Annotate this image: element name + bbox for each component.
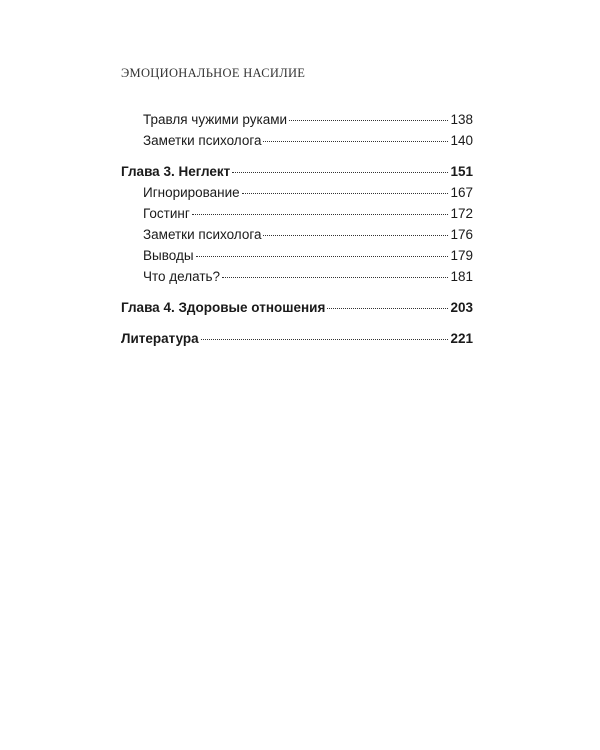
- toc-entry[interactable]: [121, 185, 473, 206]
- toc-entry-page: 179: [450, 248, 473, 263]
- toc-entry-page: 176: [450, 227, 473, 242]
- toc-entry[interactable]: [121, 227, 473, 248]
- toc-entry-title: Что делать?: [143, 269, 221, 284]
- toc-entry-page: 138: [450, 112, 473, 127]
- toc-entry-title: Заметки психолога: [143, 227, 262, 242]
- dot-leader: [263, 141, 448, 142]
- toc-entry-title: Травля чужими руками: [143, 112, 288, 127]
- toc-entry-title: Литература: [121, 331, 199, 346]
- dot-leader: [327, 308, 448, 309]
- toc-entry-title: Игнорирование: [143, 185, 240, 200]
- toc-entry-page: 221: [450, 331, 473, 346]
- toc-entry[interactable]: [121, 133, 473, 154]
- toc-entry-page: 167: [450, 185, 473, 200]
- toc-entry-page: 151: [450, 164, 473, 179]
- dot-leader: [201, 339, 449, 340]
- toc-entry-title: Заметки психолога: [143, 133, 262, 148]
- toc-entry-page: 181: [450, 269, 473, 284]
- toc-chapter-entry[interactable]: [121, 164, 473, 185]
- toc-entry[interactable]: [121, 269, 473, 290]
- dot-leader: [196, 256, 449, 257]
- toc-chapter-entry[interactable]: [121, 331, 473, 352]
- dot-leader: [242, 193, 449, 194]
- dot-leader: [222, 277, 448, 278]
- toc-entry-title: Глава 3. Неглект: [121, 164, 231, 179]
- toc-entry[interactable]: [121, 112, 473, 133]
- dot-leader: [192, 214, 449, 215]
- toc-entry-page: 203: [450, 300, 473, 315]
- table-of-contents: [121, 112, 473, 352]
- dot-leader: [263, 235, 448, 236]
- dot-leader: [232, 172, 448, 173]
- toc-entry[interactable]: [121, 206, 473, 227]
- toc-chapter-entry[interactable]: [121, 300, 473, 321]
- dot-leader: [289, 120, 448, 121]
- toc-entry-title: Гостинг: [143, 206, 190, 221]
- toc-entry-title: Выводы: [143, 248, 194, 263]
- toc-entry-page: 172: [450, 206, 473, 221]
- running-head: ЭМОЦИОНАЛЬНОЕ НАСИЛИЕ: [121, 66, 306, 80]
- toc-entry-title: Глава 4. Здоровые отношения: [121, 300, 326, 315]
- toc-entry-page: 140: [450, 133, 473, 148]
- toc-entry[interactable]: [121, 248, 473, 269]
